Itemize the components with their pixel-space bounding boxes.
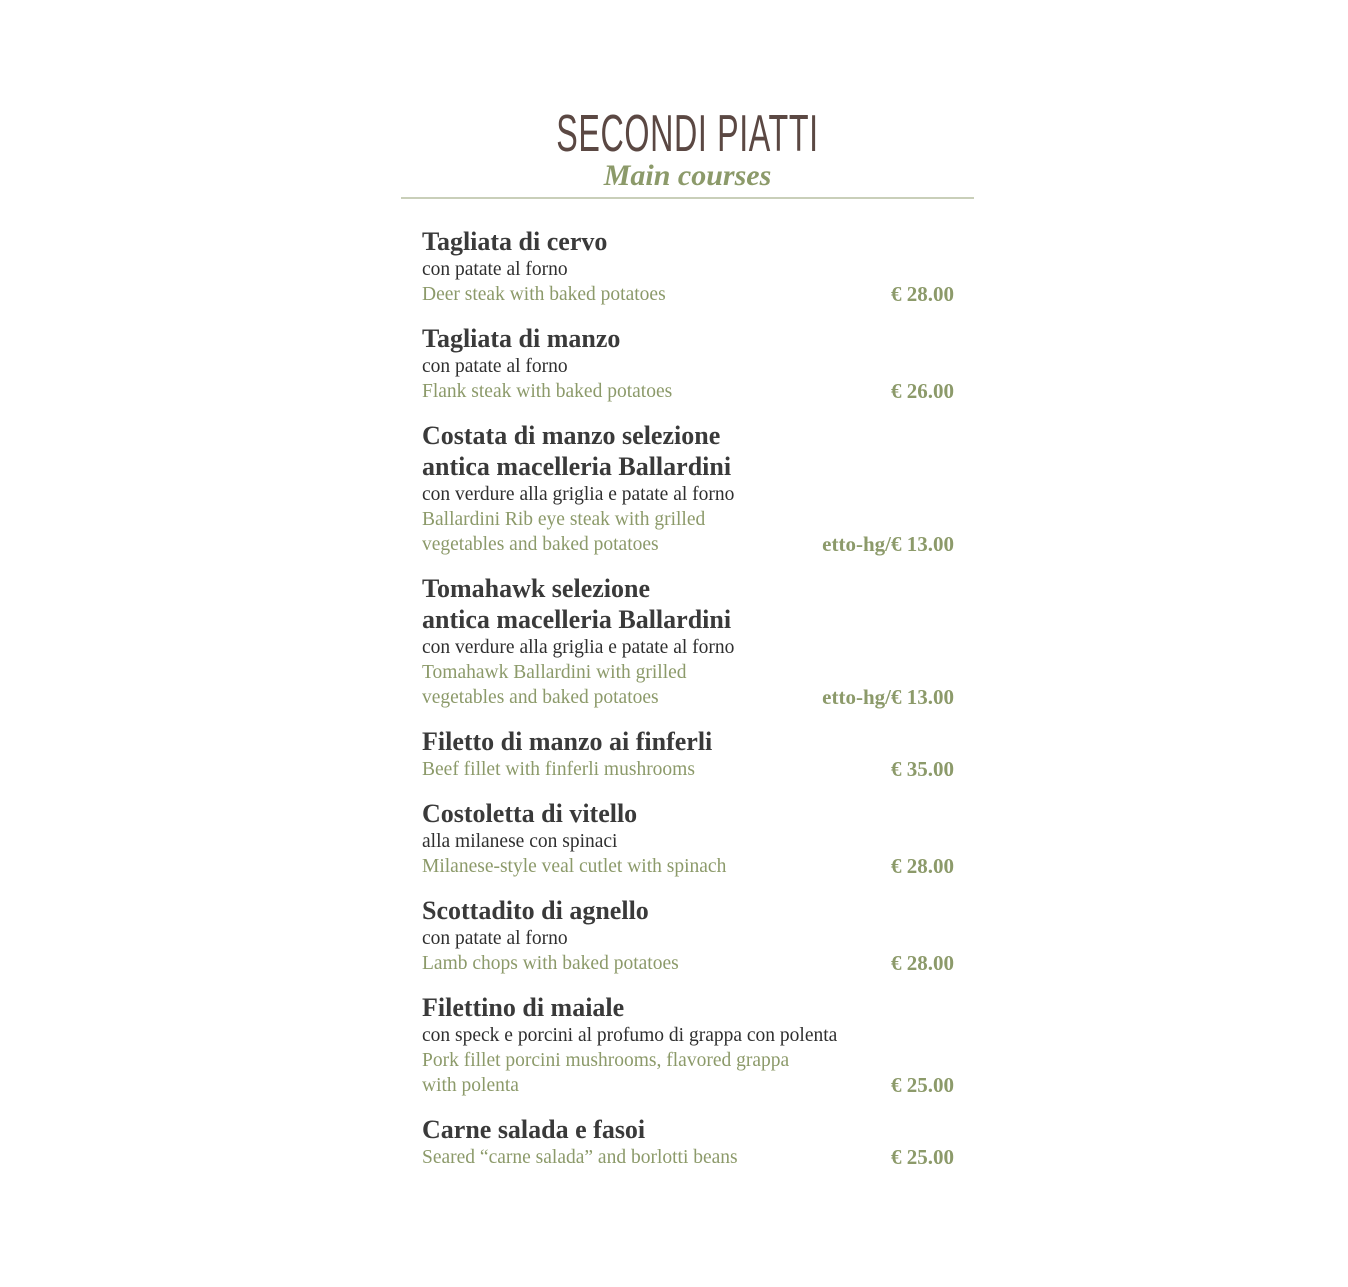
section-title: SECONDI PIATTI [556, 105, 819, 163]
dish-name: antica macelleria Ballardini [422, 605, 732, 634]
menu-items-list [401, 226, 954, 1170]
menu-item [422, 226, 954, 307]
english-line: Tomahawk Ballardini with grilled [422, 662, 687, 683]
menu-item [422, 992, 954, 1098]
dish-price: € 28.00 [891, 854, 954, 878]
dish-description-italian: alla milanese con spinaci [422, 831, 618, 852]
dish-description-english [422, 507, 705, 557]
section-subtitle: Main courses [603, 159, 772, 192]
dish-price: € 28.00 [891, 951, 954, 975]
dish-description-italian: con speck e porcini al profumo di grappa con polenta [422, 1025, 838, 1046]
dish-name: Tomahawk selezione [422, 574, 650, 603]
dish-description-english [422, 951, 679, 976]
dish-english-row [422, 379, 954, 404]
dish-english-row [422, 1145, 954, 1170]
dish-price: etto-hg/€ 13.00 [822, 685, 954, 709]
english-line: Deer steak with baked potatoes [422, 284, 666, 305]
menu-item [422, 798, 954, 879]
dish-description-italian: con patate al forno [422, 259, 568, 280]
dish-english-row [422, 507, 954, 557]
dish-price: € 26.00 [891, 379, 954, 403]
dish-name: Tagliata di manzo [422, 324, 621, 353]
dish-description-english [422, 1145, 738, 1170]
dish-name: Tagliata di cervo [422, 227, 608, 256]
dish-description-italian: con patate al forno [422, 356, 568, 377]
english-line: Pork fillet porcini mushrooms, flavored grappa [422, 1050, 790, 1071]
header-divider [401, 197, 974, 199]
english-line: Lamb chops with baked potatoes [422, 953, 679, 974]
english-line: with polenta [422, 1075, 519, 1096]
dish-description-italian: con verdure alla griglia e patate al forno [422, 637, 735, 658]
dish-description-italian: con verdure alla griglia e patate al forno [422, 484, 735, 505]
english-line: vegetables and baked potatoes [422, 687, 659, 708]
dish-description-english [422, 757, 695, 782]
dish-english-row [422, 1048, 954, 1098]
menu-item [422, 726, 954, 782]
menu-item [422, 573, 954, 710]
dish-description-italian: con patate al forno [422, 928, 568, 949]
dish-name: Costoletta di vitello [422, 799, 638, 828]
dish-name: Filettino di maiale [422, 993, 625, 1022]
dish-description-english [422, 282, 666, 307]
dish-name: antica macelleria Ballardini [422, 452, 732, 481]
dish-price: € 28.00 [891, 282, 954, 306]
english-line: Seared “carne salada” and borlotti beans [422, 1147, 738, 1168]
dish-name: Scottadito di agnello [422, 896, 649, 925]
dish-description-english [422, 379, 672, 404]
english-line: Milanese-style veal cutlet with spinach [422, 856, 727, 877]
dish-name: Carne salada e fasoi [422, 1115, 646, 1144]
dish-english-row [422, 854, 954, 879]
dish-english-row [422, 757, 954, 782]
dish-price: € 25.00 [891, 1073, 954, 1097]
dish-price: etto-hg/€ 13.00 [822, 532, 954, 556]
dish-description-english [422, 854, 726, 879]
menu-item [422, 1114, 954, 1170]
english-line: vegetables and baked potatoes [422, 534, 659, 555]
dish-english-row [422, 660, 954, 710]
english-line: Beef fillet with finferli mushrooms [422, 759, 695, 780]
menu-page [401, 104, 974, 1186]
menu-item [422, 323, 954, 404]
dish-english-row [422, 951, 954, 976]
dish-name: Costata di manzo selezione [422, 421, 721, 450]
menu-item [422, 895, 954, 976]
dish-description-english [422, 1048, 789, 1098]
english-line: Flank steak with baked potatoes [422, 381, 673, 402]
menu-header [401, 104, 974, 199]
dish-price: € 25.00 [891, 1145, 954, 1169]
english-line: Ballardini Rib eye steak with grilled [422, 509, 706, 530]
dish-name: Filetto di manzo ai finferli [422, 727, 713, 756]
dish-description-english [422, 660, 687, 710]
dish-english-row [422, 282, 954, 307]
dish-price: € 35.00 [891, 757, 954, 781]
menu-item [422, 420, 954, 557]
